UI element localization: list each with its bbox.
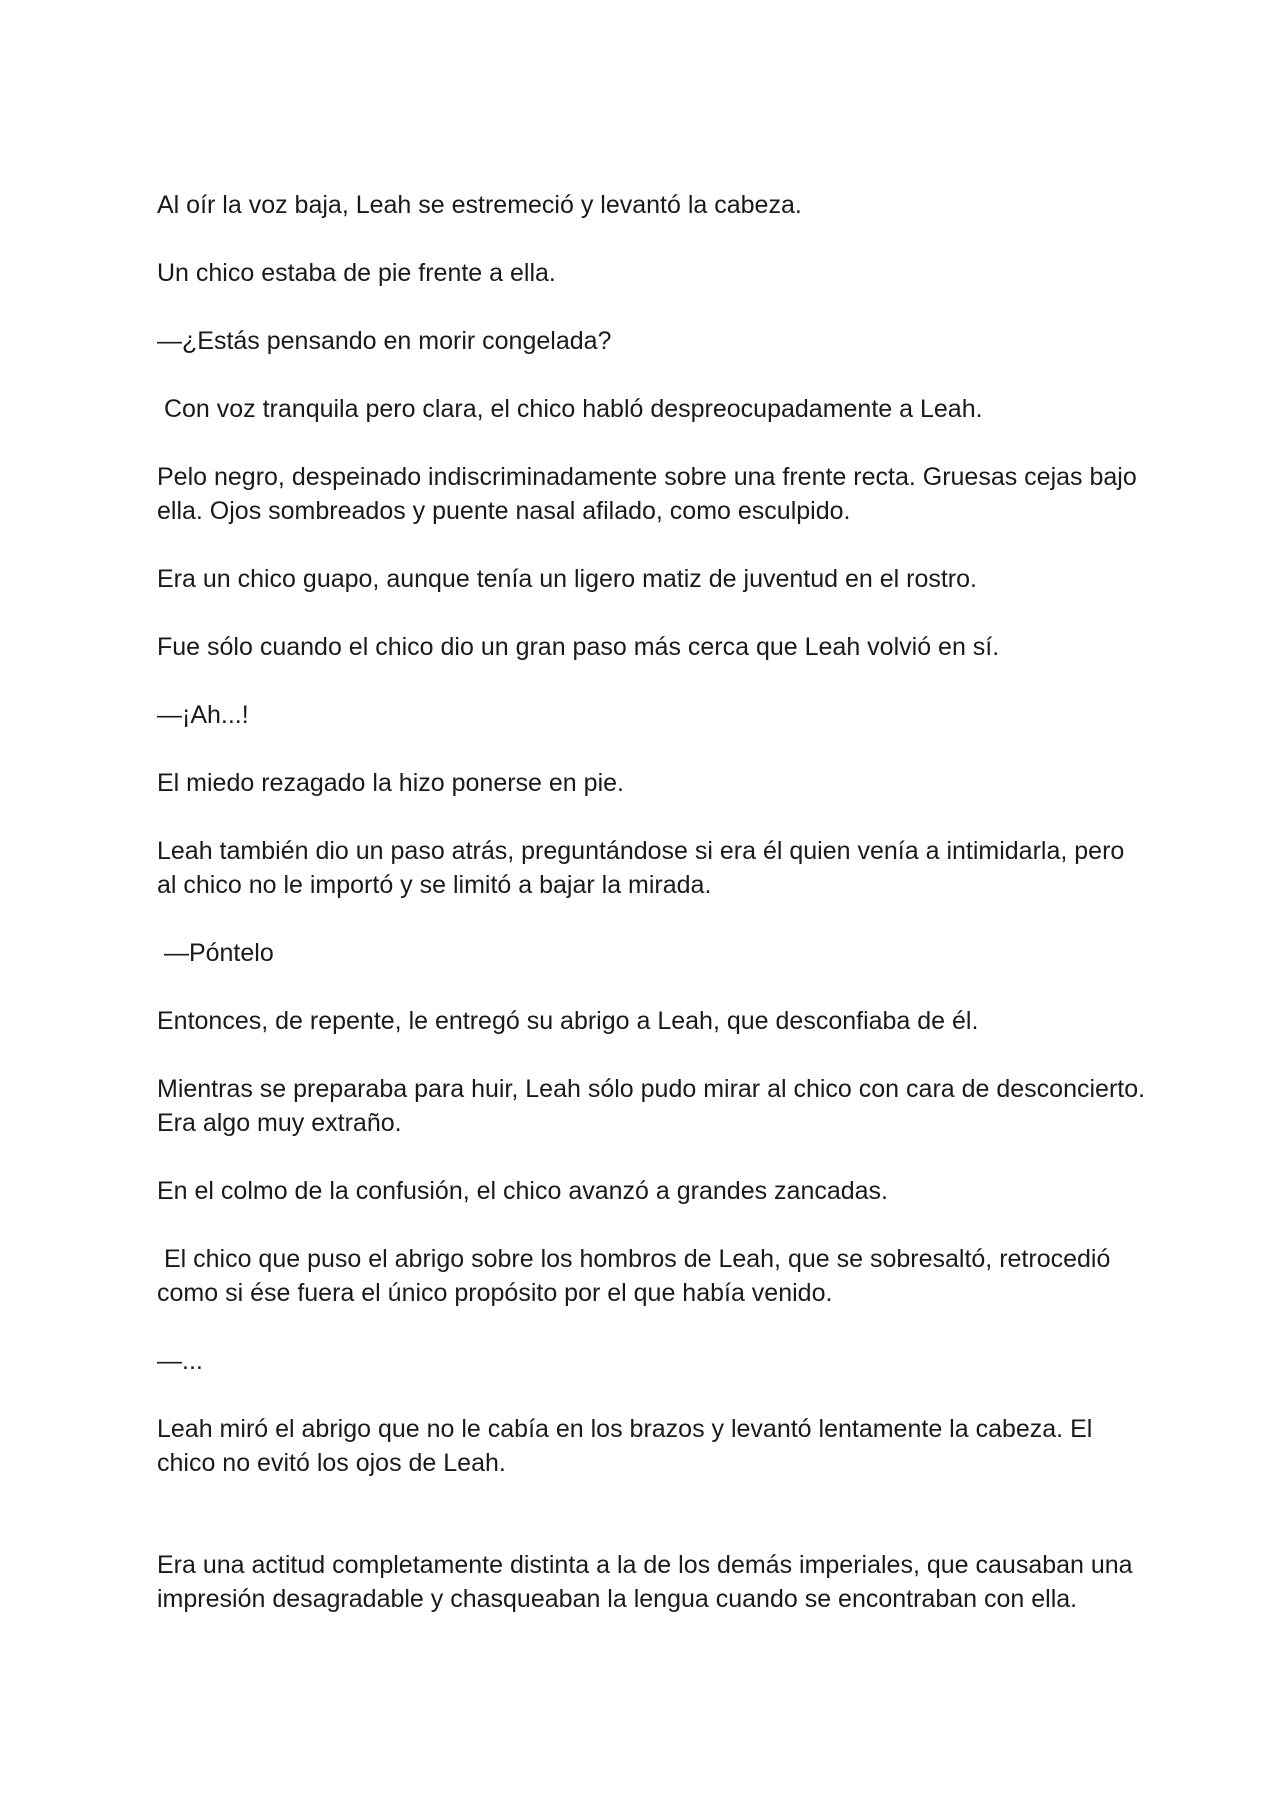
paragraph-14: En el colmo de la confusión, el chico avanzó a grandes zancadas. [157,1177,889,1205]
paragraph-1: Al oír la voz baja, Leah se estremeció y levantó la cabeza. [157,191,802,219]
paragraph-10: Leah también dio un paso atrás, preguntándose si era él quien venía a intimidarla, pero al chico no le importó y se limitó a bajar la mirada. [157,837,1132,899]
paragraph-8: —¡Ah...! [157,701,249,729]
paragraph-15: El chico que puso el abrigo sobre los hombros de Leah, que se sobresaltó, retrocedió como si ése fuera el único propósito por el que había venido. [157,1245,1118,1307]
paragraph-6: Era un chico guapo, aunque tenía un ligero matiz de juventud en el rostro. [157,565,977,593]
paragraph-16: —... [157,1347,203,1375]
paragraph-12: Entonces, de repente, le entregó su abrigo a Leah, que desconfiaba de él. [157,1007,979,1035]
paragraph-7: Fue sólo cuando el chico dio un gran paso más cerca que Leah volvió en sí. [157,633,1000,661]
paragraph-2: Un chico estaba de pie frente a ella. [157,259,556,287]
document-body [157,188,1153,1650]
paragraph-17: Leah miró el abrigo que no le cabía en los brazos y levantó lentamente la cabeza. El chico no evitó los ojos de Leah. [157,1415,1100,1477]
paragraph-4: Con voz tranquila pero clara, el chico habló despreocupadamente a Leah. [157,395,983,423]
paragraph-5: Pelo negro, despeinado indiscriminadamente sobre una frente recta. Gruesas cejas bajo ella. Ojos sombreados y puente nasal afilado, como esculpido. [157,463,1144,525]
paragraph-18: Era una actitud completamente distinta a la de los demás imperiales, que causaban una impresión desagradable y chasqueaban la lengua cuando se encontraban con ella. [157,1551,1140,1613]
paragraph-13: Mientras se preparaba para huir, Leah sólo pudo mirar al chico con cara de desconcierto. Era algo muy extraño. [157,1075,1153,1137]
paragraph-9: El miedo rezagado la hizo ponerse en pie. [157,769,624,797]
paragraph-11: —Póntelo [157,939,274,967]
paragraph-3: —¿Estás pensando en morir congelada? [157,327,612,355]
